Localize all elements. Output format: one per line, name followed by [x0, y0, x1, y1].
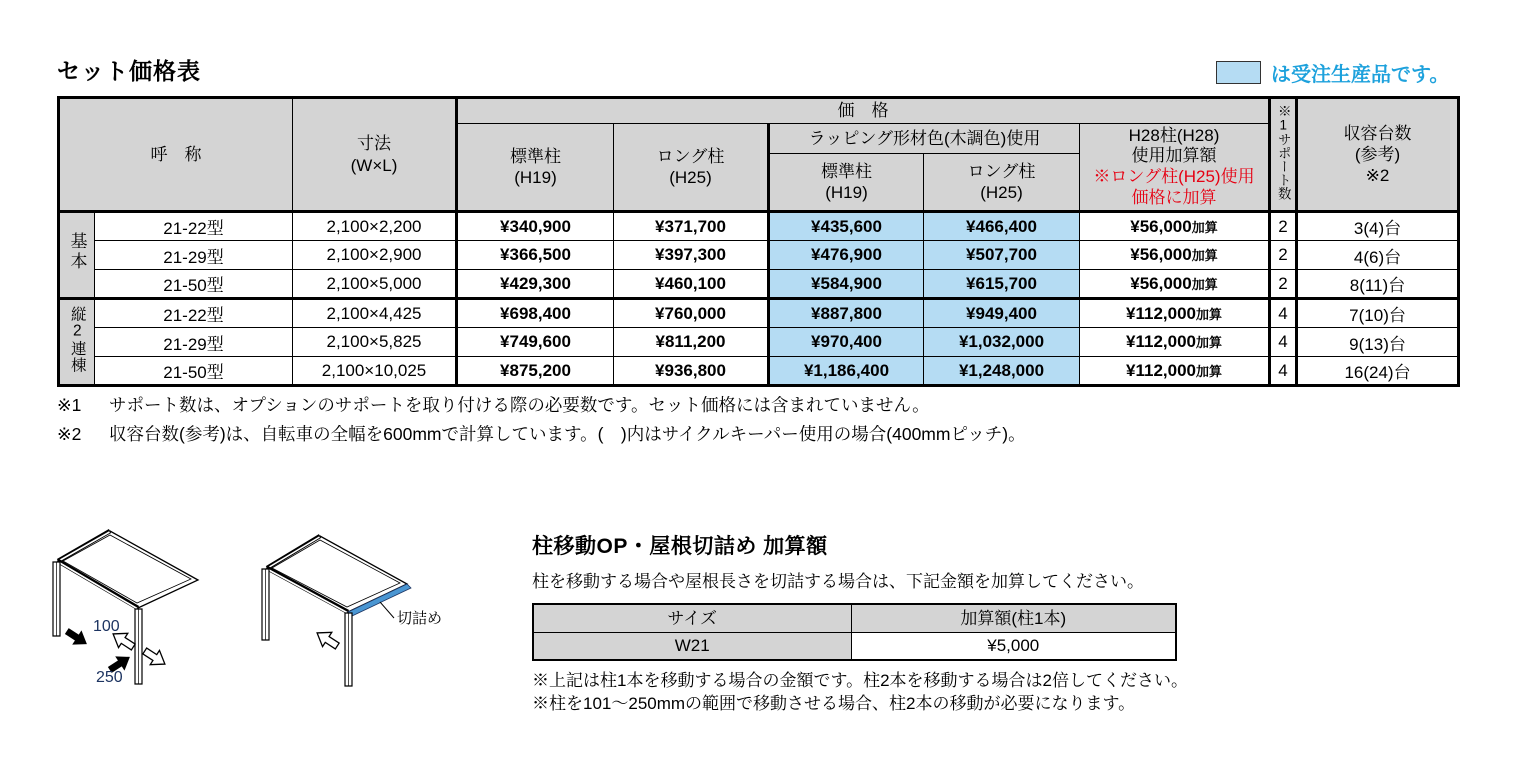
cell-capacity: 3(4)台	[1297, 212, 1459, 241]
cell-price-wrap-long: ¥615,700	[924, 270, 1080, 299]
cell-h28-surcharge: ¥112,000加算	[1080, 299, 1270, 328]
table-row	[59, 299, 1459, 328]
cell-type: 21-29型	[95, 328, 293, 357]
addon-cell-price: ¥5,000	[851, 632, 1176, 660]
cell-price-wrap-long: ¥507,700	[924, 241, 1080, 270]
cell-price-wrap-std: ¥435,600	[769, 212, 924, 241]
cell-capacity: 7(10)台	[1297, 299, 1459, 328]
footnote-1	[57, 394, 1026, 417]
addon-header-price: 加算額(柱1本)	[851, 604, 1176, 632]
cell-support: 4	[1270, 328, 1297, 357]
cell-size: 2,100×4,425	[293, 299, 457, 328]
header-capacity-line3: ※2	[1365, 166, 1390, 186]
header-std-pillar: 標準柱 (H19)	[457, 124, 614, 212]
legend-label: は受注生産品です。	[1271, 64, 1450, 86]
cell-price-std: ¥698,400	[457, 299, 614, 328]
addon-price-table	[532, 603, 1177, 661]
move-distance-250-label: 250	[96, 669, 123, 686]
cell-size: 2,100×2,200	[293, 212, 457, 241]
move-arrow-outline-icon	[312, 626, 341, 653]
footnote-2-text: 収容台数(参考)は、自転車の全幅を600mmで計算しています。( )内はサイクルキーパー使用の場合(400mmピッチ)。	[109, 423, 1026, 444]
group-label-basic: 基本	[59, 212, 95, 299]
cell-price-std: ¥749,600	[457, 328, 614, 357]
group-label-tate2: 縦2連棟	[59, 299, 95, 386]
cell-support: 2	[1270, 241, 1297, 270]
header-wrap-std-pillar: 標準柱 (H19)	[769, 154, 924, 212]
cell-support: 2	[1270, 270, 1297, 299]
cell-price-long: ¥397,300	[614, 241, 769, 270]
table-row	[59, 212, 1459, 241]
move-arrow-solid-icon	[62, 624, 91, 651]
addon-note-2: ※柱を101〜250mmの範囲で移動させる場合、柱2本の移動が必要になります。	[532, 694, 1136, 714]
footnote-2	[57, 423, 1026, 446]
header-wrapping-group: ラッピング形材色(木調色)使用	[769, 124, 1080, 154]
cell-h28-surcharge: ¥56,000加算	[1080, 241, 1270, 270]
header-capacity	[1297, 98, 1459, 212]
cell-support: 2	[1270, 212, 1297, 241]
header-support-count: ※1サポート数	[1270, 98, 1297, 212]
addon-description: 柱を移動する場合や屋根長さを切詰する場合は、下記金額を加算してください。	[532, 572, 1144, 591]
header-size-line1: 寸法	[357, 134, 391, 154]
cell-h28-surcharge: ¥56,000加算	[1080, 212, 1270, 241]
cell-support: 4	[1270, 357, 1297, 386]
addon-cell-size: W21	[533, 632, 851, 660]
carport-pillar-move-diagram	[45, 518, 260, 708]
roof-panel	[267, 536, 407, 612]
header-name: 呼 称	[59, 98, 293, 212]
cell-price-long: ¥371,700	[614, 212, 769, 241]
h28-red-note-line2: 価格に加算	[1131, 187, 1217, 207]
cell-price-wrap-long: ¥466,400	[924, 212, 1080, 241]
table-row	[59, 328, 1459, 357]
cell-price-std: ¥429,300	[457, 270, 614, 299]
cell-price-long: ¥760,000	[614, 299, 769, 328]
cell-price-wrap-std: ¥1,186,400	[769, 357, 924, 386]
header-long-pillar: ロング柱 (H25)	[614, 124, 769, 212]
made-to-order-legend	[1216, 58, 1449, 87]
trim-callout-line	[380, 602, 394, 618]
table-row	[533, 632, 1176, 660]
cell-capacity: 8(11)台	[1297, 270, 1459, 299]
cell-price-wrap-std: ¥584,900	[769, 270, 924, 299]
cell-type: 21-22型	[95, 212, 293, 241]
move-arrow-outline-icon	[140, 644, 169, 671]
cell-capacity: 16(24)台	[1297, 357, 1459, 386]
cell-price-wrap-std: ¥476,900	[769, 241, 924, 270]
footnote-2-marker: ※2	[57, 423, 82, 444]
footnote-1-text: サポート数は、オプションのサポートを取り付ける際の必要数です。セット価格には含まれていません。	[109, 395, 930, 415]
cell-type: 21-50型	[95, 357, 293, 386]
cell-price-std: ¥366,500	[457, 241, 614, 270]
cell-price-wrap-long: ¥949,400	[924, 299, 1080, 328]
price-table-footnotes	[57, 394, 1026, 452]
cell-price-long: ¥811,200	[614, 328, 769, 357]
cell-price-wrap-long: ¥1,032,000	[924, 328, 1080, 357]
cell-price-long: ¥460,100	[614, 270, 769, 299]
move-distance-100-label: 100	[93, 618, 120, 635]
header-wrap-long-pillar: ロング柱 (H25)	[924, 154, 1080, 212]
cell-size: 2,100×5,825	[293, 328, 457, 357]
addon-note-1: ※上記は柱1本を移動する場合の金額です。柱2本を移動する場合は2倍してください。	[532, 671, 1189, 690]
cell-size: 2,100×5,000	[293, 270, 457, 299]
cell-price-wrap-std: ¥887,800	[769, 299, 924, 328]
table-row	[59, 357, 1459, 386]
cell-price-long: ¥936,800	[614, 357, 769, 386]
page-title: セット価格表	[57, 58, 201, 84]
cell-h28-surcharge: ¥112,000加算	[1080, 357, 1270, 386]
cell-price-std: ¥875,200	[457, 357, 614, 386]
set-price-table	[57, 96, 1460, 387]
cell-size: 2,100×2,900	[293, 241, 457, 270]
cell-type: 21-29型	[95, 241, 293, 270]
table-row	[59, 241, 1459, 270]
addon-notes	[532, 669, 1212, 716]
addon-header-size: サイズ	[533, 604, 851, 632]
made-to-order-swatch-icon	[1216, 61, 1261, 84]
table-row	[533, 604, 1176, 632]
roof-panel	[58, 531, 198, 608]
cell-support: 4	[1270, 299, 1297, 328]
cell-size: 2,100×10,025	[293, 357, 457, 386]
table-row	[59, 270, 1459, 299]
trim-label: 切詰め	[397, 610, 443, 627]
cell-type: 21-50型	[95, 270, 293, 299]
cell-h28-surcharge: ¥56,000加算	[1080, 270, 1270, 299]
header-capacity-line2: (参考)	[1354, 144, 1401, 164]
footnote-1-marker: ※1	[57, 395, 82, 415]
cell-price-wrap-std: ¥970,400	[769, 328, 924, 357]
header-h28-surcharge: H28柱(H28) 使用加算額 ※ロング柱(H25)使用 価格に加算	[1080, 124, 1270, 212]
header-size-line2: (W×L)	[350, 155, 398, 175]
header-price: 価 格	[457, 98, 1270, 124]
cell-capacity: 4(6)台	[1297, 241, 1459, 270]
cell-price-std: ¥340,900	[457, 212, 614, 241]
cell-type: 21-22型	[95, 299, 293, 328]
header-capacity-line1: 収容台数	[1343, 123, 1412, 143]
header-size	[293, 98, 457, 212]
addon-heading: 柱移動OP・屋根切詰め 加算額	[532, 535, 828, 558]
cell-capacity: 9(13)台	[1297, 328, 1459, 357]
h28-red-note-line1: ※ロング柱(H25)使用	[1093, 167, 1255, 186]
carport-roof-trim-diagram	[252, 518, 467, 708]
cell-h28-surcharge: ¥112,000加算	[1080, 328, 1270, 357]
pillar-move-addon-section	[532, 530, 1212, 716]
cell-price-wrap-long: ¥1,248,000	[924, 357, 1080, 386]
